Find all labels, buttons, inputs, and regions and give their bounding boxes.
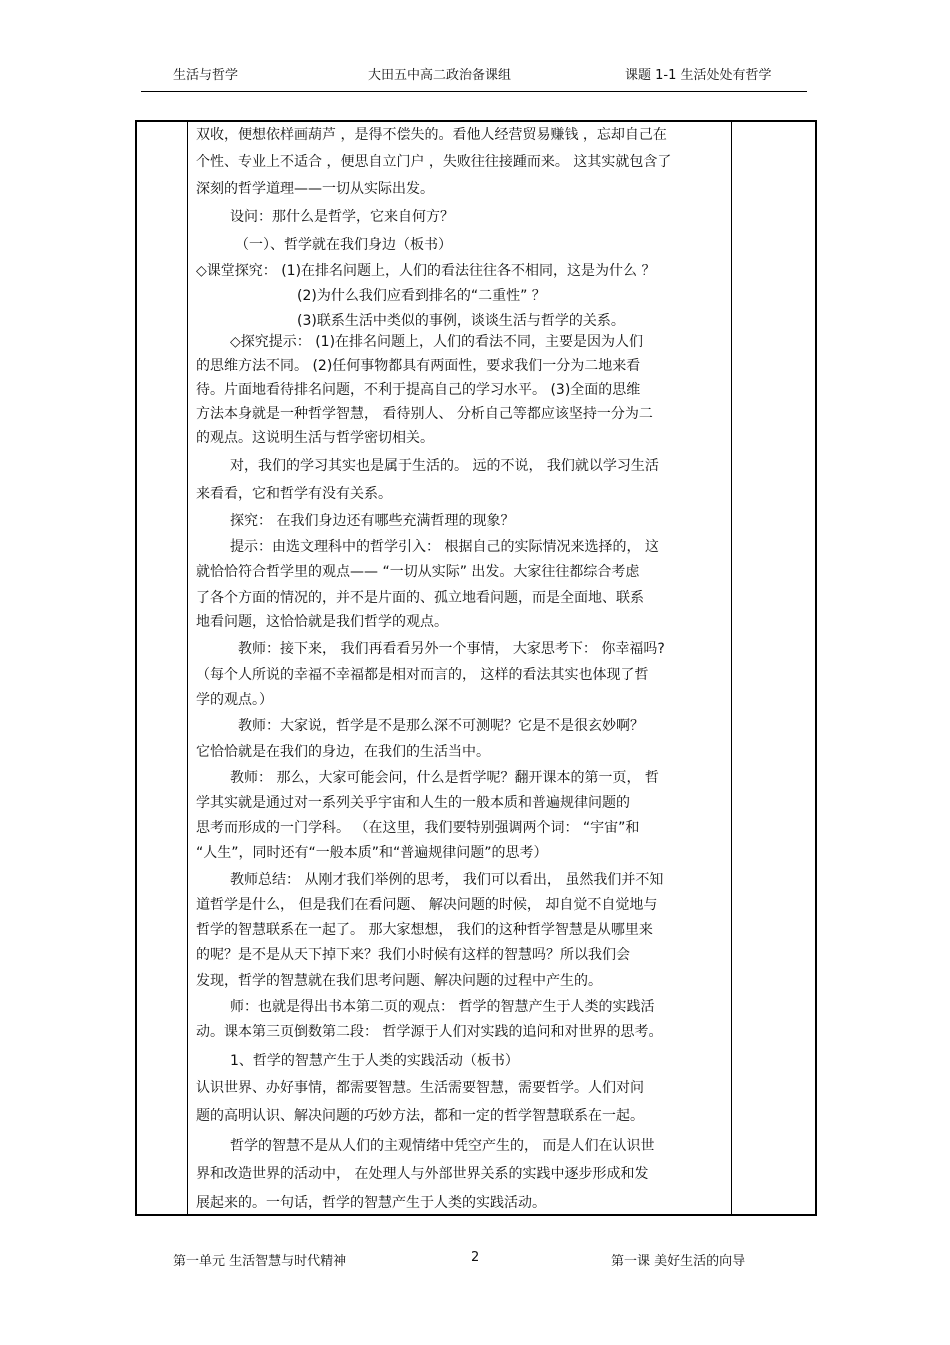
- body-line: 深刻的哲学道理——一切从实际出发。: [196, 181, 434, 197]
- body-line: 双收，便想依样画葫芦 ，是得不偿失的。看他人经营贸易赚钱 ，忘却自己在: [196, 127, 667, 143]
- body-line: （每个人所说的幸福不幸福都是相对而言的， 这样的看法其实也体现了哲: [196, 667, 649, 683]
- header-right: 课题 1-1 生活处处有哲学: [625, 68, 772, 83]
- body-line: 教师：接下来， 我们再看看另外一个事情， 大家思考下： 你幸福吗?: [238, 641, 665, 657]
- header-left: 生活与哲学: [173, 68, 239, 83]
- body-line: 教师： 那么，大家可能会问，什么是哲学呢？翻开课本的第一页， 哲: [230, 770, 659, 786]
- body-line: 的思维方法不同。 (2)任何事物都具有两面性，要求我们一分为二地来看: [196, 358, 641, 374]
- body-line: 提示：由选文理科中的哲学引入： 根据自己的实际情况来选择的， 这: [230, 539, 659, 555]
- body-line: 个性、专业上不适合 ，便思自立门户 ，失败往往接踵而来。 这其实就包含了: [196, 154, 672, 170]
- body-line: 发现，哲学的智慧就在我们思考问题、解决问题的过程中产生的。: [196, 973, 602, 989]
- body-line: 教师：大家说，哲学是不是那么深不可测呢？它是不是很玄妙啊？: [238, 718, 644, 734]
- body-line: 来看看，它和哲学有没有关系。: [196, 486, 392, 502]
- body-line: 题的高明认识、解决问题的巧妙方法，都和一定的哲学智慧联系在一起。: [196, 1108, 644, 1124]
- body-line: 设问：那什么是哲学，它来自何方？: [230, 209, 454, 225]
- body-line: 教师总结： 从刚才我们举例的思考， 我们可以看出， 虽然我们并不知: [230, 872, 664, 888]
- body-line: 哲学的智慧不是从人们的主观情绪中凭空产生的， 而是人们在认识世: [230, 1138, 655, 1154]
- body-line: 地看问题，这恰恰就是我们哲学的观点。: [196, 614, 448, 630]
- body-line: 就恰恰符合哲学里的观点—— “一切从实际” 出发。大家往往都综合考虑: [196, 564, 640, 580]
- body-line: 界和改造世界的活动中， 在处理人与外部世界关系的实践中逐步形成和发: [196, 1166, 649, 1182]
- table-left-column-divider: [187, 120, 188, 1216]
- body-line: （一）、哲学就在我们身边（板书）: [235, 237, 452, 253]
- body-line: 展起来的。一句话，哲学的智慧产生于人类的实践活动。: [196, 1195, 546, 1211]
- body-line: 探究： 在我们身边还有哪些充满哲理的现象？: [230, 513, 515, 529]
- body-line: 的呢？是不是从天下掉下来？我们小时候有这样的智慧吗？所以我们会: [196, 947, 630, 963]
- body-line: 方法本身就是一种哲学智慧， 看待别人、 分析自己等都应该坚持一分为二: [196, 406, 653, 422]
- body-line: 思考而形成的一门学科。 （在这里，我们要特别强调两个词： “宇宙”和: [196, 820, 640, 836]
- body-line: 道哲学是什么， 但是我们在看问题、 解决问题的时候， 却自觉不自觉地与: [196, 897, 658, 913]
- body-line: 了各个方面的情况的，并不是片面的、孤立地看问题，而是全面地、联系: [196, 590, 644, 606]
- body-line: “人生”，同时还有“一般本质”和“普遍规律问题”的思考）: [196, 845, 548, 861]
- body-line: 它恰恰就是在我们的身边，在我们的生活当中。: [196, 744, 490, 760]
- body-line: 学其实就是通过对一系列关乎宇宙和人生的一般本质和普遍规律问题的: [196, 795, 630, 811]
- body-line: 待。片面地看待排名问题，不利于提高自己的学习水平。 (3)全面的思维: [196, 382, 641, 398]
- body-line: 师：也就是得出书本第二页的观点： 哲学的智慧产生于人类的实践活: [230, 999, 655, 1015]
- body-line: 1、哲学的智慧产生于人类的实践活动（板书）: [230, 1053, 519, 1069]
- body-line: 哲学的智慧联系在一起了。 那大家想想， 我们的这种哲学智慧是从哪里来: [196, 922, 653, 938]
- footer-unit: 第一单元 生活智慧与时代精神: [173, 1254, 347, 1269]
- body-line: ◇探究提示： (1)在排名问题上，人们的看法不同，主要是因为人们: [230, 334, 644, 350]
- body-line: (3)联系生活中类似的事例，谈谈生活与哲学的关系。: [297, 313, 625, 329]
- body-line: 的观点。这说明生活与哲学密切相关。: [196, 430, 434, 446]
- body-line: 认识世界、办好事情，都需要智慧。生活需要智慧，需要哲学。人们对问: [196, 1080, 644, 1096]
- table-right-column-divider: [731, 120, 732, 1216]
- body-line: ◇课堂探究： (1)在排名问题上，人们的看法往往各不相同，这是为什么 ？: [196, 263, 656, 279]
- body-line: (2)为什么我们应看到排名的“二重性” ？: [297, 288, 546, 304]
- body-line: 学的观点。）: [196, 692, 273, 708]
- body-line: 动。课本第三页倒数第二段： 哲学源于人们对实践的追问和对世界的思考。: [196, 1024, 663, 1040]
- footer-page-number: 2: [471, 1250, 480, 1265]
- footer-lesson: 第一课 美好生活的向导: [611, 1254, 746, 1269]
- header-center: 大田五中高二政治备课组: [368, 68, 512, 83]
- body-line: 对，我们的学习其实也是属于生活的。 远的不说， 我们就以学习生活: [230, 458, 659, 474]
- header-rule: [141, 91, 807, 92]
